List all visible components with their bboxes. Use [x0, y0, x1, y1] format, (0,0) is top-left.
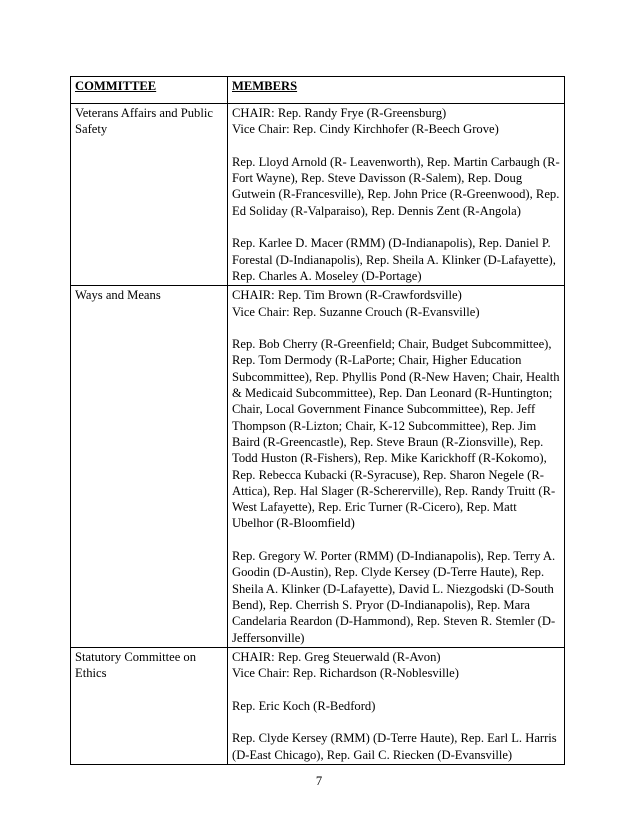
committee-table [70, 76, 565, 765]
header-members-label: MEMBERS [232, 79, 298, 93]
table-row [71, 286, 565, 648]
committee-name: Statutory Committee on Ethics [75, 649, 197, 681]
table-row [71, 647, 565, 764]
table-body [71, 104, 565, 765]
members-cell [228, 104, 565, 286]
committee-name-cell [71, 104, 228, 286]
members-paragraph [232, 235, 561, 284]
members-paragraph [232, 698, 561, 714]
members-line: Rep. Karlee D. Macer (RMM) (D-Indianapolis), Rep. Daniel P. Forestal (D-Indianapolis), Rep. Sheila A. Klinker (D-Lafayette), Rep. Charles A. Moseley (D-Portage) [232, 236, 556, 283]
header-committee-label: COMMITTEE [75, 79, 157, 93]
members-line: Rep. Eric Koch (R-Bedford) [232, 698, 376, 713]
members-paragraph [232, 548, 561, 646]
committee-name-cell [71, 647, 228, 764]
table-row [71, 104, 565, 286]
committee-name: Ways and Means [75, 288, 161, 303]
members-line: CHAIR: Rep. Randy Frye (R-Greensburg) [232, 106, 447, 120]
committee-name-cell [71, 286, 228, 648]
members-line: Rep. Gregory W. Porter (RMM) (D-Indianapolis), Rep. Terry A. Goodin (D-Austin), Rep. Clyde Kersey (D-Terre Haute), Rep. Sheila A. Klinker (D-Lafayette), David L. Niezgodski (D-South Bend), Rep. Cherrish S. Pryor (D-Indianapolis), Rep. Mara Candelaria Reardon (D-Hammond), Rep. Steven R. Stemler (D-Jeffersonville) [232, 549, 556, 645]
members-paragraph [232, 105, 561, 138]
page-number: 7 [315, 774, 323, 788]
committee-name: Veterans Affairs and Public Safety [75, 106, 213, 137]
members-paragraph [232, 649, 561, 682]
members-line: Vice Chair: Rep. Suzanne Crouch (R-Evansville) [232, 304, 480, 319]
members-cell [228, 647, 565, 764]
members-line: Rep. Lloyd Arnold (R- Leavenworth), Rep. Martin Carbaugh (R-Fort Wayne), Rep. Steve Davisson (R-Salem), Rep. Doug Gutwein (R-Francesville), Rep. John Price (R-Greenwood), Rep. Ed Soliday (R-Valparaiso), Rep. Dennis Zent (R-Angola) [232, 154, 560, 218]
members-line: CHAIR: Rep. Greg Steuerwald (R-Avon) [232, 649, 441, 664]
members-line: CHAIR: Rep. Tim Brown (R-Crawfordsville) [232, 288, 462, 303]
members-paragraph [232, 336, 561, 532]
table-header-row [71, 77, 565, 104]
members-line: Vice Chair: Rep. Cindy Kirchhofer (R-Beech Grove) [232, 122, 499, 137]
members-cell [228, 286, 565, 648]
header-committee [71, 77, 228, 104]
members-paragraph [232, 154, 561, 219]
members-line: Rep. Bob Cherry (R-Greenfield; Chair, Budget Subcommittee), Rep. Tom Dermody (R-LaPorte; Chair, Higher Education Subcommittee), Rep. Phyllis Pond (R-New Haven; Chair, Health & Medicaid Subcommittee), Rep. Dan Leonard (R-Huntington; Chair, Local Government Finance Subcommittee), Rep. Jeff Thompson (R-Lizton; Chair, K-12 Subcommittee), Rep. Jim Baird (R-Greencastle), Rep. Steve Braun (R-Zionsville), Rep. Todd Huston (R-Fishers), Rep. Mike Karickhoff (R-Kokomo), Rep. Rebecca Kubacki (R-Syracuse), Rep. Sharon Negele (R-Attica), Rep. Hal Slager (R-Schererville), Rep. Randy Truitt (R-West Lafayette), Rep. Eric Turner (R-Cicero), Rep. Matt Ubelhor (R-Bloomfield) [232, 337, 560, 531]
members-line: Rep. Clyde Kersey (RMM) (D-Terre Haute), Rep. Earl L. Harris (D-East Chicago), Rep. Gail C. Riecken (D-Evansville) [232, 731, 557, 762]
members-line: Vice Chair: Rep. Richardson (R-Noblesville) [232, 666, 459, 681]
members-paragraph [232, 730, 561, 763]
members-paragraph [232, 287, 561, 320]
header-members [228, 77, 565, 104]
